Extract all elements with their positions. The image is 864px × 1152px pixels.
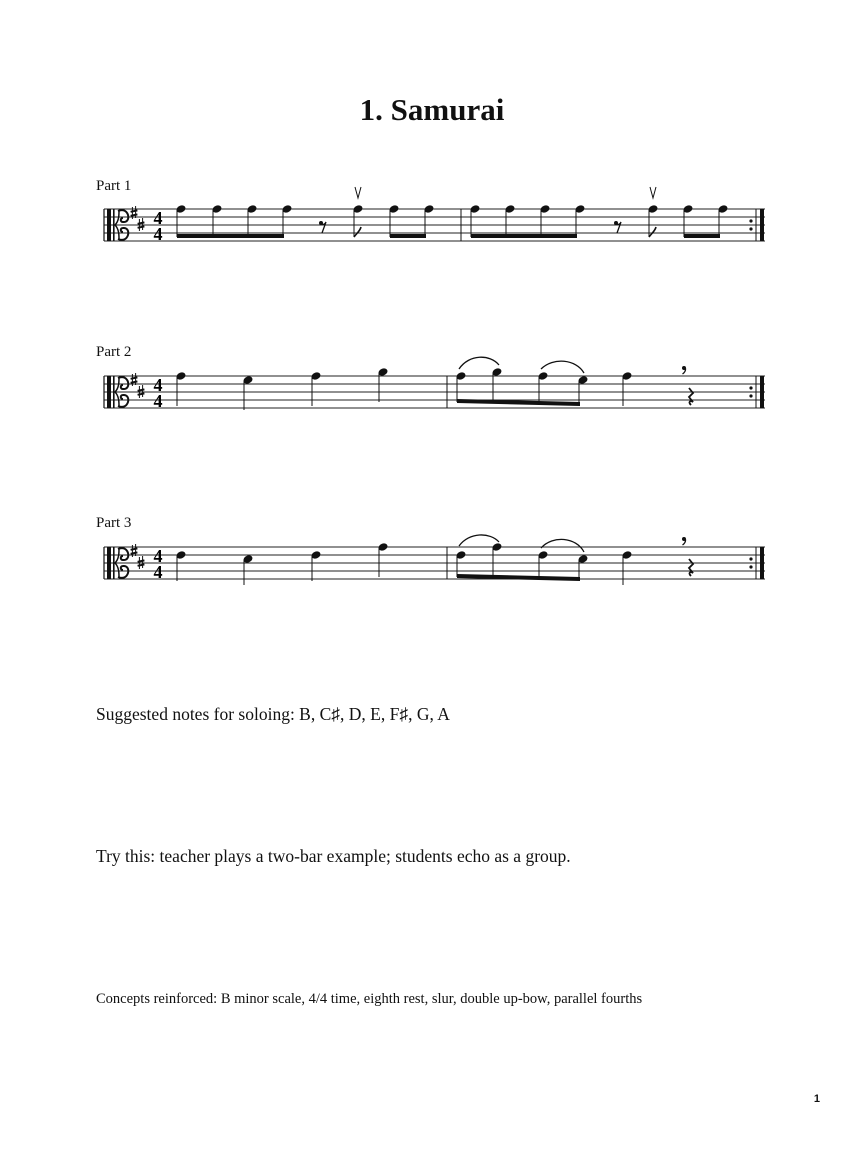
time-signature-numerator: 4 bbox=[153, 546, 163, 566]
part-3-label: Part 3 bbox=[96, 515, 132, 531]
time-signature-denominator: 4 bbox=[153, 562, 163, 582]
staff-part-1 bbox=[104, 187, 765, 244]
staff-part-2 bbox=[104, 357, 765, 411]
part-1-label: Part 1 bbox=[96, 178, 132, 194]
time-signature-numerator: 4 bbox=[153, 208, 163, 228]
concepts-text: Concepts reinforced: B minor scale, 4/4 time, eighth rest, slur, double up-bow, parallel fourths bbox=[96, 991, 643, 1007]
quarter-rest-icon bbox=[689, 559, 693, 576]
repeat-end-icon bbox=[760, 209, 764, 241]
eighth-rest-icon bbox=[319, 221, 326, 233]
time-signature-numerator: 4 bbox=[153, 375, 163, 395]
up-bow-icon bbox=[355, 187, 361, 198]
time-signature-denominator: 4 bbox=[153, 224, 163, 244]
breath-mark-icon bbox=[682, 366, 686, 374]
staff-part-3 bbox=[104, 535, 765, 585]
quarter-rest-icon bbox=[689, 388, 693, 405]
page-number: 1 bbox=[813, 1093, 820, 1105]
breath-mark-icon bbox=[682, 537, 686, 545]
repeat-end-icon bbox=[760, 376, 764, 408]
page-title: 1. Samurai bbox=[359, 92, 505, 127]
part-2-label: Part 2 bbox=[96, 344, 132, 360]
time-signature-denominator: 4 bbox=[153, 391, 163, 411]
up-bow-icon bbox=[650, 187, 656, 198]
eighth-rest-icon bbox=[614, 221, 621, 233]
soloing-notes-text: Suggested notes for soloing: B, C♯, D, E, F♯, G, A bbox=[96, 704, 450, 724]
try-this-text: Try this: teacher plays a two-bar example; students echo as a group. bbox=[96, 846, 571, 866]
repeat-end-icon bbox=[760, 547, 764, 579]
